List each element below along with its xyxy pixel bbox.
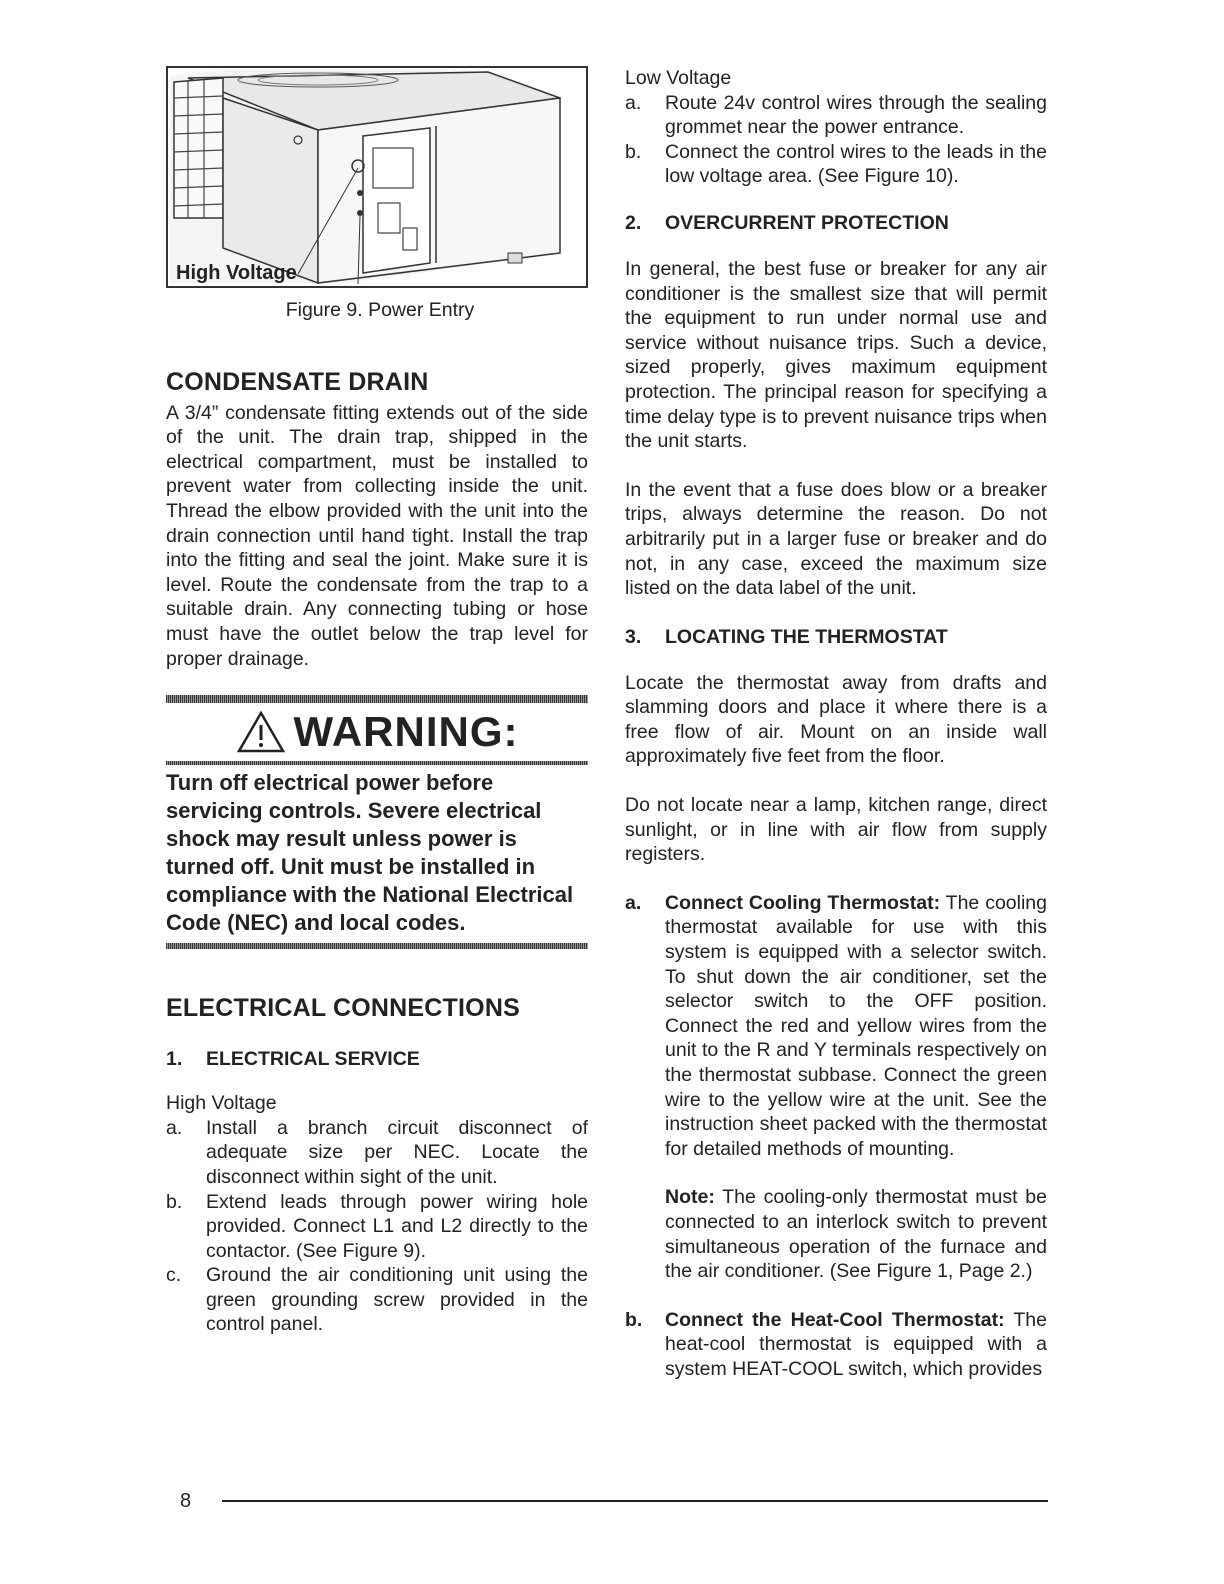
condensate-drain-text: A 3/4” condensate fitting extends out of the side of the unit. The drain trap, shipped in the electrical compartment, must be installed to prevent water from collecting inside the unit. Thread the elbow provided with the unit into the drain connection until hand tight. Install the trap into the fitting and seal the joint. Make sure it is level. Route the condensate from the trap to a suitable drain. Any connecting tubing or hose must have the outlet below the trap level for proper drainage. <box>166 401 588 670</box>
figure-power-entry <box>166 66 588 288</box>
list-item-heat-cool-thermostat: b. Connect the Heat-Cool Thermostat: The heat-cool thermostat is equipped with a system HEAT-COOL switch, which provides <box>625 1308 1047 1380</box>
high-voltage-label: High Voltage <box>176 262 297 284</box>
low-voltage-list <box>625 91 1047 189</box>
list-item-note: Note: The cooling-only thermostat must be connected to an interlock switch to prevent simultaneous operation of the furnace and the air conditioner. (See Figure 1, Page 2.) <box>665 1186 1047 1283</box>
warning-top-bar <box>166 695 588 703</box>
warning-box <box>166 695 588 949</box>
list-item: c. Ground the air conditioning unit using the green grounding screw provided in the control panel. <box>166 1264 588 1336</box>
list-item-cooling-thermostat: a. Connect Cooling Thermostat: The cooling thermostat available for use with this system is equipped with a selector switch. To shut down the air conditioner, set the selector switch to the OFF position. Connect the red and yellow wires from the unit to the R and Y terminals respectively on the thermostat subbase. Connect the green wire to the yellow wire at the unit. See the instruction sheet packed with the thermostat for detailed methods of mounting. <box>625 891 1047 1160</box>
low-voltage-subheading: Low Voltage <box>625 67 732 89</box>
list-item: a. Install a branch circuit disconnect of adequate size per NEC. Locate the disconnect within sight of the unit. <box>166 1116 588 1188</box>
warning-bottom-bar <box>166 943 588 949</box>
left-column <box>166 66 588 1337</box>
right-column <box>625 66 1047 1382</box>
warning-title <box>166 703 588 761</box>
thermostat-paragraph-2: Do not locate near a lamp, kitchen range, direct sunlight, or in line with air flow from supply registers. <box>625 794 1047 866</box>
warning-mid-bar <box>166 761 588 765</box>
electrical-connections-heading: ELECTRICAL CONNECTIONS <box>166 994 520 1023</box>
overcurrent-heading: 2. OVERCURRENT PROTECTION <box>625 211 949 234</box>
figure-caption: Figure 9. Power Entry <box>285 299 475 321</box>
overcurrent-paragraph-2: In the event that a fuse does blow or a breaker trips, always determine the reason. Do not arbitrarily put in a larger fuse or breaker and do not, in any case, exceed the maximum size listed on the data label of the unit. <box>625 478 1047 600</box>
warning-title-text: WARNING: <box>293 708 519 756</box>
page-number: 8 <box>180 1490 192 1512</box>
high-voltage-subheading: High Voltage <box>166 1092 277 1115</box>
electrical-service-heading: 1. ELECTRICAL SERVICE <box>166 1048 420 1071</box>
footer-rule <box>222 1500 1048 1502</box>
overcurrent-paragraph-1: In general, the best fuse or breaker for any air conditioner is the smallest size that will permit the equipment to run under normal use and service without nuisance trips. Such a device, sized properly, gives maximum equipment protection. The principal reason for specifying a time delay type is to prevent nuisance trips when the unit starts. <box>625 257 1047 453</box>
high-voltage-list <box>166 1116 588 1337</box>
condensate-drain-heading: CONDENSATE DRAIN <box>166 367 429 396</box>
thermostat-heading: 3. LOCATING THE THERMOSTAT <box>625 625 948 648</box>
warning-text: Turn off electrical power before servicing controls. Severe electrical shock may result unless power is turned off. Unit must be installed in compliance with the National Electrical Code (NEC) and local codes. <box>166 770 574 936</box>
unit-illustration <box>168 68 586 286</box>
thermostat-list <box>625 891 1047 1382</box>
warning-triangle-icon <box>236 710 286 754</box>
list-item: b. Connect the control wires to the leads in the low voltage area. (See Figure 10). <box>625 140 1047 188</box>
thermostat-paragraph-1: Locate the thermostat away from drafts and slamming doors and place it where there is a free flow of air. Mount on an inside wall approximately five feet from the floor. <box>625 671 1047 768</box>
list-item: b. Extend leads through power wiring hole provided. Connect L1 and L2 directly to the contactor. (See Figure 9). <box>166 1190 588 1262</box>
list-item: a. Route 24v control wires through the sealing grommet near the power entrance. <box>625 91 1047 139</box>
